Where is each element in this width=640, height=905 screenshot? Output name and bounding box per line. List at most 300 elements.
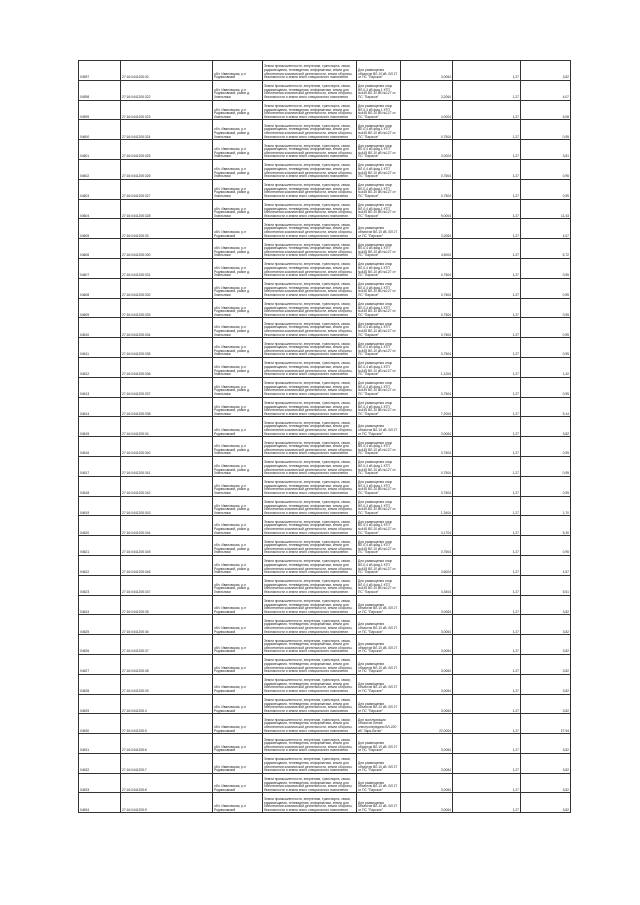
cell-coefficient: 1,27: [453, 357, 521, 377]
cell-address: обл. Ивановская, р-н Родниковский, район д. Хмельники: [213, 239, 263, 259]
cell-cadastral-number: 27:16:0441205:38: [121, 654, 213, 674]
table-row: [79, 100, 571, 120]
cell-cost: 3,82: [521, 753, 571, 773]
cell-permitted-use: Для эксплуатации объектов Линия электропередачи ВЛ-220 кВ "Заря-Битюг": [357, 714, 401, 734]
cell-address: обл. Ивановская, р-н Родниковский, район д. Хмельники: [213, 575, 263, 595]
cell-land-category: Земли промышленности, энергетики, транспорта, связи, радиовещания, телевидения, информатики, земли для обеспечения космической деятельности, земли обороны, безопасности и земли иного специального назначения: [263, 199, 357, 219]
cell-area: 3,0064: [401, 734, 453, 754]
cell-cost: 3,82: [521, 694, 571, 714]
table-row: [79, 734, 571, 754]
cell-record-number: 04630: [79, 714, 121, 734]
cell-cost: 9,14: [521, 397, 571, 417]
table-row: [79, 140, 571, 160]
cell-record-number: 04620: [79, 516, 121, 536]
cell-record-number: 04598: [79, 80, 121, 100]
cell-cadastral-number: 27:16:0441205:346: [121, 555, 213, 575]
cell-address: обл. Ивановская, р-н Родниковский, район д. Хмельники: [213, 298, 263, 318]
cell-coefficient: 1,27: [453, 536, 521, 556]
table-row: [79, 595, 571, 615]
cell-address: обл. Ивановская, р-н Родниковский: [213, 595, 263, 615]
table-row: [79, 575, 571, 595]
cell-address: обл. Ивановская, р-н Родниковский: [213, 793, 263, 813]
cell-cost: 3,82: [521, 793, 571, 813]
cell-permitted-use: Для размещения опор ВЛ-0,4 кВ фид.1 КТП №445 ВЛ-10 кВ №127 от ПС "Парское": [357, 239, 401, 259]
cell-coefficient: 1,27: [453, 199, 521, 219]
land-plots-table: [78, 60, 571, 813]
cell-cost: 5,30: [521, 516, 571, 536]
cell-cost: 3,82: [521, 773, 571, 793]
cell-area: 3,0064: [401, 595, 453, 615]
cell-record-number: 04600: [79, 120, 121, 140]
cell-land-category: Земли промышленности, энергетики, транспорта, связи, радиовещания, телевидения, информатики, земли для обеспечения космической деятельности, земли обороны, безопасности и земли иного специального назначения: [263, 734, 357, 754]
cell-area: 1,1204: [401, 357, 453, 377]
cell-coefficient: 1,27: [453, 437, 521, 457]
table-row: [79, 318, 571, 338]
table-row: [79, 714, 571, 734]
cell-area: 4,0004: [401, 100, 453, 120]
table-row: [79, 239, 571, 259]
cell-record-number: 04625: [79, 615, 121, 635]
cell-permitted-use: Для размещения объектов ВЛ-10 кВ. ВЛ 27 от ПС "Парское": [357, 773, 401, 793]
cell-coefficient: 1,27: [453, 80, 521, 100]
cell-record-number: 04602: [79, 159, 121, 179]
cell-record-number: 04606: [79, 239, 121, 259]
cell-permitted-use: Для размещения опор ВЛ-0,4 кВ фид.1 КТП №445 ВЛ-10 кВ №127 от ПС "Парское": [357, 179, 401, 199]
cell-area: 0,7504: [401, 258, 453, 278]
table-row: [79, 338, 571, 358]
cell-cadastral-number: 27:16:0441205:333: [121, 298, 213, 318]
cell-land-category: Земли промышленности, энергетики, транспорта, связи, радиовещания, телевидения, информатики, земли для обеспечения космической деятельности, земли обороны, безопасности и земли иного специального назначения: [263, 80, 357, 100]
cell-area: 22,0004: [401, 714, 453, 734]
cell-permitted-use: Для размещения опор ВЛ-0,4 кВ фид.1 КТП №445 ВЛ-10 кВ №127 от ПС "Парское": [357, 555, 401, 575]
cell-permitted-use: Для размещения опор ВЛ-0,4 кВ фид.1 КТП №445 ВЛ-10 кВ №127 от ПС "Парское": [357, 437, 401, 457]
table-row: [79, 219, 571, 239]
cell-coefficient: 1,27: [453, 555, 521, 575]
cell-land-category: Земли промышленности, энергетики, транспорта, связи, радиовещания, телевидения, информатики, земли для обеспечения космической деятельности, земли обороны, безопасности и земли иного специального назначения: [263, 179, 357, 199]
cell-land-category: Земли промышленности, энергетики, транспорта, связи, радиовещания, телевидения, информатики, земли для обеспечения космической деятельности, земли обороны, безопасности и земли иного специального назначения: [263, 338, 357, 358]
cell-record-number: 04607: [79, 258, 121, 278]
cell-address: обл. Ивановская, р-н Родниковский, район д. Хмельники: [213, 377, 263, 397]
table-row: [79, 793, 571, 813]
cell-coefficient: 1,27: [453, 338, 521, 358]
cell-address: обл. Ивановская, р-н Родниковский: [213, 714, 263, 734]
table-row: [79, 278, 571, 298]
cell-address: обл. Ивановская, р-н Родниковский: [213, 753, 263, 773]
cell-record-number: 04621: [79, 536, 121, 556]
cell-land-category: Земли промышленности, энергетики, транспорта, связи, радиовещания, телевидения, информатики, земли для обеспечения космической деятельности, земли обороны, безопасности и земли иного специального назначения: [263, 417, 357, 437]
cell-coefficient: 1,27: [453, 734, 521, 754]
cell-permitted-use: Для размещения объектов ВЛ-10 кВ. ВЛ 27 от ПС "Парское": [357, 753, 401, 773]
cell-cadastral-number: 27:16:0441205:9: [121, 793, 213, 813]
cell-cost: 3,82: [521, 615, 571, 635]
cell-permitted-use: Для размещения объектов ВЛ-10 кВ. ВЛ 27 от ПС "Парское": [357, 595, 401, 615]
cell-land-category: Земли промышленности, энергетики, транспорта, связи, радиовещания, телевидения, информатики, земли для обеспечения космической деятельности, земли обороны, безопасности и земли иного специального назначения: [263, 476, 357, 496]
cell-area: 0,7504: [401, 536, 453, 556]
cell-address: обл. Ивановская, р-н Родниковский, район д. Хмельники: [213, 258, 263, 278]
cell-land-category: Земли промышленности, энергетики, транспорта, связи, радиовещания, телевидения, информатики, земли для обеспечения космической деятельности, земли обороны, безопасности и земли иного специального назначения: [263, 120, 357, 140]
cell-land-category: Земли промышленности, энергетики, транспорта, связи, радиовещания, телевидения, информатики, земли для обеспечения космической деятельности, земли обороны, безопасности и земли иного специального назначения: [263, 278, 357, 298]
cell-coefficient: 1,27: [453, 694, 521, 714]
cell-record-number: 04613: [79, 377, 121, 397]
cell-record-number: 04608: [79, 278, 121, 298]
cell-cost: 3,82: [521, 654, 571, 674]
table-row: [79, 179, 571, 199]
cell-land-category: Земли промышленности, энергетики, транспорта, связи, радиовещания, телевидения, информатики, земли для обеспечения космической деятельности, земли обороны, безопасности и земли иного специального назначения: [263, 536, 357, 556]
cell-coefficient: 1,27: [453, 615, 521, 635]
cell-permitted-use: Для размещения опор ВЛ-0,4 кВ фид.1 КТП №445 ВЛ-10 кВ №127 от ПС "Парское": [357, 377, 401, 397]
cell-coefficient: 1,27: [453, 140, 521, 160]
cell-cadastral-number: 27:16:0441205:36: [121, 615, 213, 635]
cell-address: обл. Ивановская, р-н Родниковский: [213, 694, 263, 714]
cell-address: обл. Ивановская, р-н Родниковский, район д. Хмельники: [213, 397, 263, 417]
cell-cadastral-number: 27:16:0441205:30: [121, 61, 213, 81]
cell-coefficient: 1,27: [453, 258, 521, 278]
cell-cadastral-number: 27:16:0441205:344: [121, 516, 213, 536]
cell-land-category: Земли промышленности, энергетики, транспорта, связи, радиовещания, телевидения, информатики, земли для обеспечения космической деятельности, земли обороны, безопасности и земли иного специального назначения: [263, 496, 357, 516]
cell-area: 0,7504: [401, 318, 453, 338]
cell-area: 3,0064: [401, 654, 453, 674]
cell-cost: 0,95: [521, 536, 571, 556]
cell-area: 3,0064: [401, 61, 453, 81]
cell-cost: 5,51: [521, 575, 571, 595]
cell-cadastral-number: 27:16:0441205:34: [121, 417, 213, 437]
cell-permitted-use: Для размещения объектов ВЛ-10 кВ. ВЛ 27 от ПС "Парское": [357, 793, 401, 813]
cell-record-number: 04628: [79, 674, 121, 694]
cell-cadastral-number: 27:16:0441205:328: [121, 199, 213, 219]
cell-cadastral-number: 27:16:0441205:322: [121, 80, 213, 100]
cell-permitted-use: Для размещения опор ВЛ-0,4 кВ фид.1 КТП №445 ВЛ-10 кВ №127 от ПС "Парское": [357, 338, 401, 358]
cell-cadastral-number: 27:16:0441205:336: [121, 357, 213, 377]
cell-cost: 0,95: [521, 318, 571, 338]
cell-land-category: Земли промышленности, энергетики, транспорта, связи, радиовещания, телевидения, информатики, земли для обеспечения космической деятельности, земли обороны, безопасности и земли иного специального назначения: [263, 397, 357, 417]
cell-cost: 5,08: [521, 100, 571, 120]
cell-address: обл. Ивановская, р-н Родниковский: [213, 773, 263, 793]
document-page: [78, 60, 570, 813]
cell-cadastral-number: 27:16:0441205:330: [121, 239, 213, 259]
cell-record-number: 04605: [79, 219, 121, 239]
cell-permitted-use: Для размещения объектов ВЛ-10 кВ. ВЛ 27 от ПС "Парское": [357, 694, 401, 714]
cell-land-category: Земли промышленности, энергетики, транспорта, связи, радиовещания, телевидения, информатики, земли для обеспечения космической деятельности, земли обороны, безопасности и земли иного специального назначения: [263, 140, 357, 160]
table-row: [79, 298, 571, 318]
cell-cadastral-number: 27:16:0441205:8: [121, 773, 213, 793]
cell-coefficient: 1,27: [453, 100, 521, 120]
cell-coefficient: 1,27: [453, 159, 521, 179]
cell-cadastral-number: 27:16:0441205:37: [121, 635, 213, 655]
cell-cost: 0,95: [521, 159, 571, 179]
cell-land-category: Земли промышленности, энергетики, транспорта, связи, радиовещания, телевидения, информатики, земли для обеспечения космической деятельности, земли обороны, безопасности и земли иного специального назначения: [263, 595, 357, 615]
cell-cost: 1,42: [521, 357, 571, 377]
cell-permitted-use: Для размещения опор ВЛ-0,4 кВ фид.1 КТП №445 ВЛ-10 кВ №127 от ПС "Парское": [357, 476, 401, 496]
cell-cadastral-number: 27:16:0441205:39: [121, 674, 213, 694]
cell-record-number: 04634: [79, 793, 121, 813]
cell-land-category: Земли промышленности, энергетики, транспорта, связи, радиовещания, телевидения, информатики, земли для обеспечения космической деятельности, земли обороны, безопасности и земли иного специального назначения: [263, 793, 357, 813]
cell-record-number: 04633: [79, 773, 121, 793]
cell-area: 3,6004: [401, 555, 453, 575]
cell-permitted-use: Для размещения опор ВЛ-0,4 кВ фид.1 КТП №445 ВЛ-10 кВ №127 от ПС "Парское": [357, 278, 401, 298]
cell-address: обл. Ивановская, р-н Родниковский: [213, 61, 263, 81]
cell-coefficient: 1,27: [453, 575, 521, 595]
cell-land-category: Земли промышленности, энергетики, транспорта, связи, радиовещания, телевидения, информатики, земли для обеспечения космической деятельности, земли обороны, безопасности и земли иного специального назначения: [263, 615, 357, 635]
cell-coefficient: 1,27: [453, 120, 521, 140]
cell-permitted-use: Для размещения опор ВЛ-0,4 кВ фид.1 КТП №445 ВЛ-10 кВ №127 от ПС "Парское": [357, 575, 401, 595]
table-row: [79, 159, 571, 179]
cell-cadastral-number: 27:16:0441205:338: [121, 397, 213, 417]
cell-cadastral-number: 27:16:0441205:332: [121, 278, 213, 298]
cell-record-number: 04631: [79, 734, 121, 754]
cell-record-number: 04601: [79, 140, 121, 160]
cell-address: обл. Ивановская, р-н Родниковский, район д. Хмельники: [213, 159, 263, 179]
table-row: [79, 80, 571, 100]
cell-record-number: 04619: [79, 496, 121, 516]
cell-cadastral-number: 27:16:0441205:323: [121, 100, 213, 120]
cell-area: 0,7504: [401, 278, 453, 298]
cell-area: 3,0064: [401, 753, 453, 773]
cell-land-category: Земли промышленности, энергетики, транспорта, связи, радиовещания, телевидения, информатики, земли для обеспечения космической деятельности, земли обороны, безопасности и земли иного специального назначения: [263, 654, 357, 674]
cell-record-number: 04604: [79, 199, 121, 219]
cell-cadastral-number: 27:16:0441205:35: [121, 595, 213, 615]
cell-cost: 4,07: [521, 80, 571, 100]
cell-area: 0,7504: [401, 179, 453, 199]
cell-coefficient: 1,27: [453, 773, 521, 793]
cell-address: обл. Ивановская, р-н Родниковский, район д. Хмельники: [213, 456, 263, 476]
cell-record-number: 04599: [79, 100, 121, 120]
cell-address: обл. Ивановская, р-н Родниковский, район д. Хмельники: [213, 199, 263, 219]
cell-coefficient: 1,27: [453, 219, 521, 239]
cell-address: обл. Ивановская, р-н Родниковский, район д. Хмельники: [213, 100, 263, 120]
cell-record-number: 04626: [79, 635, 121, 655]
table-row: [79, 258, 571, 278]
table-row: [79, 516, 571, 536]
cell-address: обл. Ивановская, р-н Родниковский, район д. Хмельники: [213, 536, 263, 556]
cell-permitted-use: Для размещения опор ВЛ-0,4 кВ фид.1 КТП №445 ВЛ-10 кВ №127 от ПС "Парское": [357, 318, 401, 338]
cell-record-number: 04616: [79, 437, 121, 457]
cell-land-category: Земли промышленности, энергетики, транспорта, связи, радиовещания, телевидения, информатики, земли для обеспечения космической деятельности, земли обороны, безопасности и земли иного специального назначения: [263, 239, 357, 259]
cell-cost: 3,82: [521, 417, 571, 437]
cell-permitted-use: Для размещения опор ВЛ-0,4 кВ фид.1 КТП №445 ВЛ-10 кВ №127 от ПС "Парское": [357, 120, 401, 140]
cell-coefficient: 1,27: [453, 377, 521, 397]
cell-area: 3,0064: [401, 773, 453, 793]
cell-cost: 0,95: [521, 278, 571, 298]
table-row: [79, 120, 571, 140]
cell-cadastral-number: 27:16:0441205:5: [121, 714, 213, 734]
cell-permitted-use: Для размещения объектов ВЛ-10 кВ. ВЛ 27 от ПС "Парское": [357, 615, 401, 635]
cell-cost: 3,82: [521, 674, 571, 694]
cell-permitted-use: Для размещения опор ВЛ-0,4 кВ фид.1 КТП №445 ВЛ-10 кВ №127 от ПС "Парское": [357, 536, 401, 556]
cell-coefficient: 1,27: [453, 318, 521, 338]
cell-cadastral-number: 27:16:0441205:334: [121, 318, 213, 338]
cell-record-number: 04617: [79, 456, 121, 476]
cell-permitted-use: Для размещения опор ВЛ-0,4 кВ фид.1 КТП №445 ВЛ-10 кВ №127 от ПС "Парское": [357, 140, 401, 160]
cell-address: обл. Ивановская, р-н Родниковский: [213, 635, 263, 655]
table-row: [79, 654, 571, 674]
cell-cost: 3,82: [521, 61, 571, 81]
cell-address: обл. Ивановская, р-н Родниковский, район д. Хмельники: [213, 516, 263, 536]
cell-area: 3,0064: [401, 674, 453, 694]
cell-land-category: Земли промышленности, энергетики, транспорта, связи, радиовещания, телевидения, информатики, земли для обеспечения космической деятельности, земли обороны, безопасности и земли иного специального назначения: [263, 694, 357, 714]
cell-coefficient: 1,27: [453, 397, 521, 417]
cell-address: обл. Ивановская, р-н Родниковский: [213, 734, 263, 754]
cell-land-category: Земли промышленности, энергетики, транспорта, связи, радиовещания, телевидения, информатики, земли для обеспечения космической деятельности, земли обороны, безопасности и земли иного специального назначения: [263, 635, 357, 655]
cell-cost: 4,07: [521, 219, 571, 239]
cell-address: обл. Ивановская, р-н Родниковский, район д. Хмельники: [213, 318, 263, 338]
cell-cost: 0,95: [521, 437, 571, 457]
cell-permitted-use: Для размещения опор ВЛ-0,4 кВ фид.1 КТП №445 ВЛ-10 кВ №127 от ПС "Парское": [357, 100, 401, 120]
cell-area: 0,7504: [401, 338, 453, 358]
cell-coefficient: 1,27: [453, 654, 521, 674]
table-row: [79, 199, 571, 219]
cell-record-number: 04627: [79, 654, 121, 674]
cell-land-category: Земли промышленности, энергетики, транспорта, связи, радиовещания, телевидения, информатики, земли для обеспечения космической деятельности, земли обороны, безопасности и земли иного специального назначения: [263, 100, 357, 120]
cell-record-number: 04632: [79, 753, 121, 773]
cell-area: 0,7504: [401, 456, 453, 476]
cell-record-number: 04629: [79, 694, 121, 714]
cell-record-number: 04622: [79, 555, 121, 575]
cell-cost: 0,95: [521, 476, 571, 496]
table-row: [79, 615, 571, 635]
table-row: [79, 357, 571, 377]
cell-land-category: Земли промышленности, энергетики, транспорта, связи, радиовещания, телевидения, информатики, земли для обеспечения космической деятельности, земли обороны, безопасности и земли иного специального назначения: [263, 753, 357, 773]
cell-address: обл. Ивановская, р-н Родниковский, район д. Хмельники: [213, 555, 263, 575]
cell-area: 0,7504: [401, 298, 453, 318]
cell-cost: 0,95: [521, 456, 571, 476]
cell-area: 4,5004: [401, 239, 453, 259]
cell-permitted-use: Для размещения опор ВЛ-0,4 кВ фид.1 КТП №445 ВЛ-10 кВ №127 от ПС "Парское": [357, 80, 401, 100]
table-row: [79, 397, 571, 417]
cell-cost: 3,82: [521, 734, 571, 754]
cell-area: 0,7504: [401, 377, 453, 397]
cell-area: 3,2064: [401, 80, 453, 100]
cell-area: 7,2004: [401, 397, 453, 417]
cell-coefficient: 1,27: [453, 298, 521, 318]
cell-address: обл. Ивановская, р-н Родниковский: [213, 674, 263, 694]
cell-permitted-use: Для размещения опор ВЛ-0,4 кВ фид.1 КТП №445 ВЛ-10 кВ №127 от ПС "Парское": [357, 258, 401, 278]
table-row: [79, 437, 571, 457]
table-row: [79, 773, 571, 793]
cell-permitted-use: Для размещения опор ВЛ-0,4 кВ фид.1 КТП №445 ВЛ-10 кВ №127 от ПС "Парское": [357, 159, 401, 179]
table-row: [79, 61, 571, 81]
cell-address: обл. Ивановская, р-н Родниковский: [213, 615, 263, 635]
table-row: [79, 377, 571, 397]
cell-address: обл. Ивановская, р-н Родниковский, район д. Хмельники: [213, 496, 263, 516]
cell-coefficient: 1,27: [453, 635, 521, 655]
cell-cadastral-number: 27:16:0441205:342: [121, 476, 213, 496]
table-row: [79, 536, 571, 556]
cell-land-category: Земли промышленности, энергетики, транспорта, связи, радиовещания, телевидения, информатики, земли для обеспечения космической деятельности, земли обороны, безопасности и земли иного специального назначения: [263, 298, 357, 318]
cell-area: 3,2064: [401, 219, 453, 239]
cell-permitted-use: Для размещения объектов ВЛ-10 кВ. ВЛ 27 от ПС "Парское": [357, 734, 401, 754]
cell-permitted-use: Для размещения объектов ВЛ-10 кВ. ВЛ 27 от ПС "Парское": [357, 635, 401, 655]
cell-cost: 3,81: [521, 140, 571, 160]
cell-land-category: Земли промышленности, энергетики, транспорта, связи, радиовещания, телевидения, информатики, земли для обеспечения космической деятельности, земли обороны, безопасности и земли иного специального назначения: [263, 258, 357, 278]
cell-cadastral-number: 27:16:0441205:6: [121, 734, 213, 754]
cell-cost: 0,95: [521, 120, 571, 140]
cell-record-number: 04623: [79, 575, 121, 595]
cell-land-category: Земли промышленности, энергетики, транспорта, связи, радиовещания, телевидения, информатики, земли для обеспечения космической деятельности, земли обороны, безопасности и земли иного специального назначения: [263, 437, 357, 457]
cell-permitted-use: Для размещения опор ВЛ-0,4 кВ фид.1 КТП №445 ВЛ-10 кВ №127 от ПС "Парское": [357, 516, 401, 536]
cell-area: 3,0064: [401, 615, 453, 635]
cell-address: обл. Ивановская, р-н Родниковский, район д. Хмельники: [213, 140, 263, 160]
cell-cost: 11,43: [521, 199, 571, 219]
cell-land-category: Земли промышленности, энергетики, транспорта, связи, радиовещания, телевидения, информатики, земли для обеспечения космической деятельности, земли обороны, безопасности и земли иного специального назначения: [263, 219, 357, 239]
cell-cadastral-number: 27:16:0441205:335: [121, 338, 213, 358]
cell-record-number: 04609: [79, 298, 121, 318]
cell-cost: 0,95: [521, 179, 571, 199]
cell-cadastral-number: 27:16:0441205:343: [121, 496, 213, 516]
cell-coefficient: 1,27: [453, 496, 521, 516]
cell-coefficient: 1,27: [453, 674, 521, 694]
cell-land-category: Земли промышленности, энергетики, транспорта, связи, радиовещания, телевидения, информатики, земли для обеспечения космической деятельности, земли обороны, безопасности и земли иного специального назначения: [263, 159, 357, 179]
table-row: [79, 496, 571, 516]
cell-coefficient: 1,27: [453, 179, 521, 199]
cell-cost: 0,95: [521, 298, 571, 318]
cell-area: 0,7504: [401, 476, 453, 496]
cell-permitted-use: Для размещения объектов ВЛ-10 кВ. ВЛ 27 от ПС "Парское": [357, 219, 401, 239]
table-row: [79, 555, 571, 575]
table-row: [79, 674, 571, 694]
cell-record-number: 04614: [79, 397, 121, 417]
cell-record-number: 04612: [79, 357, 121, 377]
cell-coefficient: 1,27: [453, 753, 521, 773]
cell-land-category: Земли промышленности, энергетики, транспорта, связи, радиовещания, телевидения, информатики, земли для обеспечения космической деятельности, земли обороны, безопасности и земли иного специального назначения: [263, 377, 357, 397]
cell-land-category: Земли промышленности, энергетики, транспорта, связи, радиовещания, телевидения, информатики, земли для обеспечения космической деятельности, земли обороны, безопасности и земли иного специального назначения: [263, 575, 357, 595]
cell-permitted-use: Для размещения объектов ВЛ-10 кВ. ВЛ 27 от ПС "Парское": [357, 674, 401, 694]
cell-coefficient: 1,27: [453, 793, 521, 813]
cell-cost: 0,95: [521, 338, 571, 358]
cell-cadastral-number: 27:16:0441205:341: [121, 456, 213, 476]
cell-record-number: 04624: [79, 595, 121, 615]
table-row: [79, 635, 571, 655]
cell-record-number: 04603: [79, 179, 121, 199]
cell-land-category: Земли промышленности, энергетики, транспорта, связи, радиовещания, телевидения, информатики, земли для обеспечения космической деятельности, земли обороны, безопасности и земли иного специального назначения: [263, 516, 357, 536]
cell-address: обл. Ивановская, р-н Родниковский, район д. Хмельники: [213, 278, 263, 298]
cell-cadastral-number: 27:16:0441205:345: [121, 536, 213, 556]
cell-permitted-use: Для размещения опор ВЛ-0,4 кВ фид.1 КТП №445 ВЛ-10 кВ №127 от ПС "Парское": [357, 199, 401, 219]
table-row: [79, 456, 571, 476]
cell-permitted-use: Для размещения объектов ВЛ-10 кВ. ВЛ 27 от ПС "Парское": [357, 417, 401, 437]
cell-area: 3,0064: [401, 694, 453, 714]
cell-cost: 3,82: [521, 595, 571, 615]
cell-area: 3,0004: [401, 140, 453, 160]
cell-cadastral-number: 27:16:0441205:326: [121, 159, 213, 179]
cell-cadastral-number: 27:16:0441205:327: [121, 179, 213, 199]
cell-land-category: Земли промышленности, энергетики, транспорта, связи, радиовещания, телевидения, информатики, земли для обеспечения космической деятельности, земли обороны, безопасности и земли иного специального назначения: [263, 61, 357, 81]
cell-address: обл. Ивановская, р-н Родниковский: [213, 417, 263, 437]
cell-land-category: Земли промышленности, энергетики, транспорта, связи, радиовещания, телевидения, информатики, земли для обеспечения космической деятельности, земли обороны, безопасности и земли иного специального назначения: [263, 357, 357, 377]
cell-address: обл. Ивановская, р-н Родниковский: [213, 219, 263, 239]
cell-land-category: Земли промышленности, энергетики, транспорта, связи, радиовещания, телевидения, информатики, земли для обеспечения космической деятельности, земли обороны, безопасности и земли иного специального назначения: [263, 773, 357, 793]
cell-address: обл. Ивановская, р-н Родниковский, район д. Хмельники: [213, 80, 263, 100]
cell-record-number: 04618: [79, 476, 121, 496]
cell-land-category: Земли промышленности, энергетики, транспорта, связи, радиовещания, телевидения, информатики, земли для обеспечения космической деятельности, земли обороны, безопасности и земли иного специального назначения: [263, 714, 357, 734]
cell-coefficient: 1,27: [453, 476, 521, 496]
cell-cadastral-number: 27:16:0441205:324: [121, 120, 213, 140]
cell-land-category: Земли промышленности, энергетики, транспорта, связи, радиовещания, телевидения, информатики, земли для обеспечения космической деятельности, земли обороны, безопасности и земли иного специального назначения: [263, 555, 357, 575]
cell-cadastral-number: 27:16:0441205:325: [121, 140, 213, 160]
cell-land-category: Земли промышленности, энергетики, транспорта, связи, радиовещания, телевидения, информатики, земли для обеспечения космической деятельности, земли обороны, безопасности и земли иного специального назначения: [263, 674, 357, 694]
cell-cost: 4,57: [521, 555, 571, 575]
cell-coefficient: 1,27: [453, 516, 521, 536]
cell-permitted-use: Для размещения опор ВЛ-0,4 кВ фид.1 КТП №445 ВЛ-10 кВ №127 от ПС "Парское": [357, 456, 401, 476]
cell-cadastral-number: 27:16:0441205:337: [121, 377, 213, 397]
cell-permitted-use: Для размещения объектов ВЛ-10 кВ. ВЛ 27 от ПС "Парское": [357, 654, 401, 674]
cell-address: обл. Ивановская, р-н Родниковский, район д. Хмельники: [213, 179, 263, 199]
cell-area: 1,3404: [401, 496, 453, 516]
cell-coefficient: 1,27: [453, 239, 521, 259]
table-row: [79, 417, 571, 437]
cell-cadastral-number: 27:16:0441205:7: [121, 753, 213, 773]
cell-permitted-use: Для размещения опор ВЛ-0,4 кВ фид.1 КТП №445 ВЛ-10 кВ №127 от ПС "Парское": [357, 496, 401, 516]
cell-area: 4,3404: [401, 575, 453, 595]
